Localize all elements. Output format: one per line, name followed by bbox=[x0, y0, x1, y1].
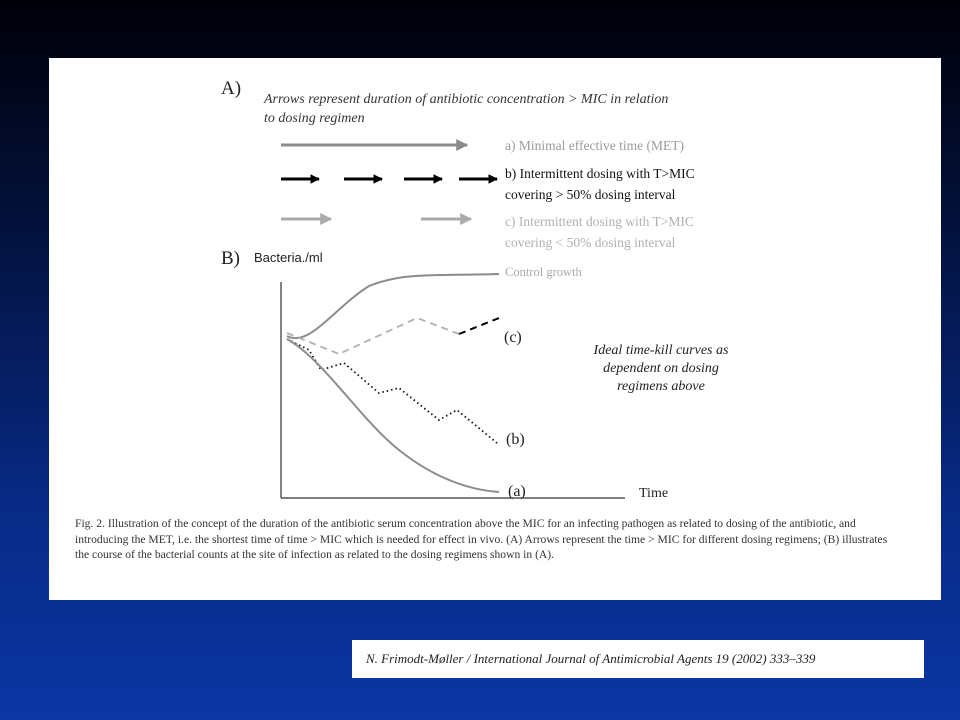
curve-a-label: (a) bbox=[508, 483, 526, 500]
legend-b-text-1: b) Intermittent dosing with T>MIC bbox=[505, 166, 695, 181]
curve-a bbox=[287, 339, 499, 492]
legend-a-text: a) Minimal effective time (MET) bbox=[505, 138, 684, 153]
x-axis-label: Time bbox=[639, 486, 669, 501]
annotation-line-3: regimens above bbox=[617, 379, 705, 394]
panel-a-intro-line-2: to dosing regimen bbox=[264, 111, 365, 126]
panel-b-label: B) bbox=[221, 248, 240, 269]
panel-a-label: A) bbox=[221, 78, 242, 99]
annotation-line-2: dependent on dosing bbox=[603, 361, 719, 376]
legend-c-text-2: covering < 50% dosing interval bbox=[505, 235, 676, 250]
figure-caption: Fig. 2. Illustration of the concept of the duration of the antibiotic serum concentration above the MIC for an infecting pathogen as related to dosing of the antibiotic, and introducing the MET, i.e. the shortest time of time > MIC which is needed for effect in vivo. (A) Arrows represent the time > MIC for different dosing regimens; (B) illustrates the course of the bacterial counts at the site of infection as related to the dosing regimens shown in (A). bbox=[75, 517, 888, 561]
legend-b-text-2: covering > 50% dosing interval bbox=[505, 187, 676, 202]
annotation-line-1: Ideal time-kill curves as bbox=[593, 343, 729, 358]
panel-a-intro-line-1: Arrows represent duration of antibiotic concentration > MIC in relation bbox=[264, 92, 669, 107]
control-growth-curve bbox=[287, 274, 499, 338]
curve-c bbox=[287, 318, 459, 354]
citation-text: N. Frimodt-Møller / International Journal of Antimicrobial Agents 19 (2002) 333–339 bbox=[366, 651, 816, 666]
control-growth-label: Control growth bbox=[505, 265, 582, 279]
curve-b bbox=[287, 339, 497, 443]
figure-panel bbox=[49, 58, 941, 600]
curve-c-end-segment bbox=[459, 318, 499, 334]
y-axis-label: Bacteria./ml bbox=[254, 250, 323, 265]
citation-box bbox=[352, 640, 924, 678]
curve-c-label: (c) bbox=[504, 329, 522, 346]
legend-c-text-1: c) Intermittent dosing with T>MIC bbox=[505, 214, 694, 229]
curve-b-label: (b) bbox=[506, 431, 525, 448]
